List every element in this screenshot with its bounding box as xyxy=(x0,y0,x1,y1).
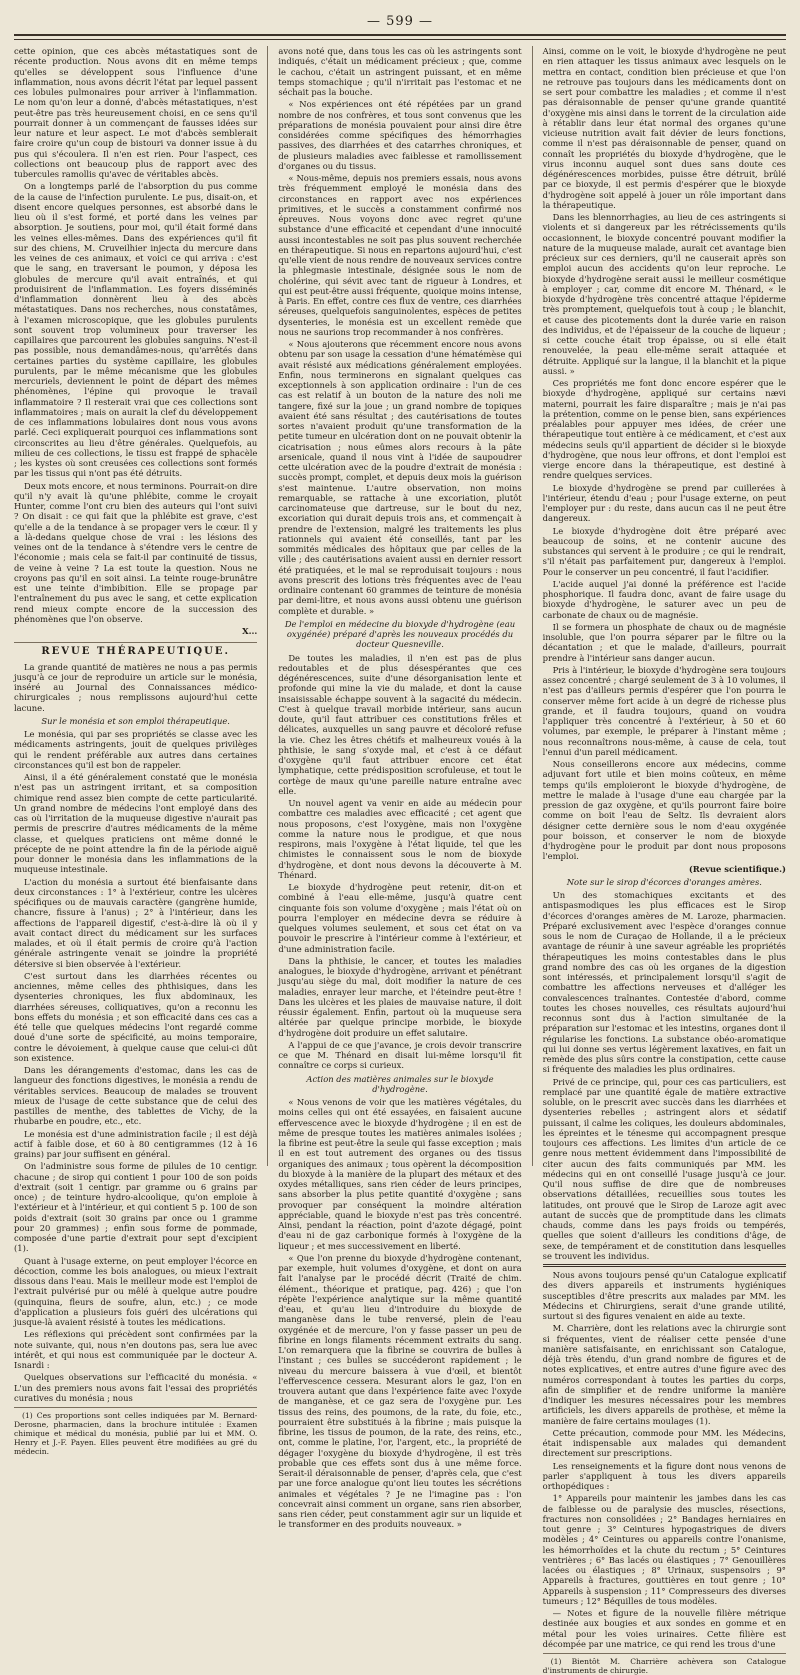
article-subtitle: Note sur le sirop d'écorces d'oranges amères. xyxy=(566,876,762,887)
paragraph: Il se formera un phosphate de chaux ou de magnésie insoluble, que l'on pourra séparer par le filtre ou la décantation ; et que le malade, d'ailleurs, pourrait prendre à l'intérieur sans danger aucun. xyxy=(542,621,786,663)
paragraph: Le monésia, qui par ses propriétés se classe avec les médicaments astringents, jouit de quelques privilèges qui le rendent préférable aux autres dans certaines circonstances qu'il est bon de rappeler. xyxy=(14,729,258,770)
footnote-block xyxy=(14,1407,257,1456)
paragraph: Ainsi, il a été généralement constaté que le monésia n'est pas un astringent irritant, et sa composition chimique rend assez bien compte de cette particularité. Un grand nombre de médecins l'ont employé dans des cas où l'irritation de la muqueuse digestive n'aurait pas permis de prescrire d'autres médicaments de la même classe, et quelques praticiens ont même donné le précepte de ne point attendre la fin de la période aiguë pour donner le monésia dans les inflammations de la muqueuse intestinale. xyxy=(14,772,258,875)
paragraph: L'action du monésia a surtout été bienfaisante dans deux circonstances : 1° à l'extérieur, contre les ulcères spécifiques ou de mauvais caractère (gangrène humide, chancre, fissure à l'anus) ; 2° à l'intérieur, dans les affections de l'appareil digestif, c'est-à-dire là où il y avait contact direct du médicament sur les surfaces malades, et où il était permis de croire qu'à l'action générale astringente venait se joindre la propriété détersive si bien observée à l'extérieur. xyxy=(14,876,258,969)
paragraph: A l'appui de ce que j'avance, je crois devoir transcrire ce que M. Thénard en disait lui-même lorsqu'il fit connaître ce corps si curieux. xyxy=(278,1039,522,1071)
article-subtitle: Sur le monésia et son emploi thérapeutique. xyxy=(41,715,230,726)
header-rule xyxy=(14,34,786,40)
intro-paragraph: La grande quantité de matières ne nous a pas permis jusqu'à ce jour de reproduire un article sur le monésia, inséré au Journal des Connaissances médico-chirurgicales ; nous remplissons aujourd'hui cette lacune. xyxy=(14,661,258,713)
paragraph: Le bioxyde d'hydrogène peut retenir, dit-on et combiné à l'eau elle-même, jusqu'à quatre cent cinquante fois son volume d'oxygène ; mais l'état où on pourra l'employer en médecine devra se réduire à quelques volumes seulement, et sous cet état on va pouvoir le prescrire à l'intérieur comme à l'extérieur, et d'une administration facile. xyxy=(278,882,522,954)
article-subtitle: Action des matières animales sur le bioxyde d'hydrogène. xyxy=(306,1073,494,1094)
paragraph: Les réflexions qui précèdent sont confirmées par la note suivante, qui, nous n'en doutons pas, sera lue avec intérêt, et qui nous est communiquée par le docteur A. Isnardi : xyxy=(14,1329,258,1370)
paragraph: De toutes les maladies, il n'en est pas de plus redoutables et de plus désespérantes que ces dégénérescences, suite d'une désorganisation lente et profonde qui mine la vie du malade, et dont la cause insaisissable échappe souvent à la sagacité du médecin. C'est à quelque travail morbide intérieur, sans aucun doute, qu'il faut attribuer ces constitutions frêles et délicates, auxquelles un sang pauvre et décoloré refuse la vie. Chez les êtres chétifs et malheureux voués à la phthisie, le sang s'oxyde mal, et c'est à ce défaut d'oxygène qu'il faut attribuer encore cet état lymphatique, cette prédisposition scrofuleuse, et tout le cortège de maux qu'une pareille nature entraîne avec elle. xyxy=(278,652,522,796)
column-1-body xyxy=(14,46,257,636)
paragraph: Un nouvel agent va venir en aide au médecin pour combattre ces maladies avec efficacité ; cet agent que nous proposons, c'est l'oxygène, mais non l'oxygène comme la nature nous le prodigue, et que nous respirons, mais l'oxygène à l'état liquide, tel que les chimistes le connaissent sous le nom de bioxyde d'hydrogène, et dont nous devons la découverte à M. Thénard. xyxy=(278,798,522,880)
columns xyxy=(14,46,786,1675)
paragraph: Dans la phthisie, le cancer, et toutes les maladies analogues, le bioxyde d'hydrogène, arrivant et pénétrant jusqu'au siège du mal, doit modifier la nature de ces maladies, enrayer leur marche, et l'éteindre peut-être ! Dans les ulcères et les plaies de mauvaise nature, il doit réussir également. Enfin, partout où la muqueuse sera altérée par quelque principe morbide, le bioxyde d'hydrogène doit produire un effet salutaire. xyxy=(278,955,522,1038)
paragraph: Dans les blennorrhagies, au lieu de ces astringents si violents et si dangereux par les rétrécissements qu'ils occasionnent, le bioxyde concentré pouvant modifier la nature de la muqueuse malade, aurait cet avantage bien précieux sur ces derniers, qu'il ne causerait après son emploi aucun des accidents qu'on leur reproche. Le bioxyde d'hydrogène serait aussi le meilleur cosmétique à employer ; car, comme dit encore M. Thénard, « le bioxyde d'hydrogène très concentré attaque l'épiderme très promptement, quelquefois tout à coup ; le blanchit, et cause des picotements dont la durée varie en raison des individus, et de l'épaisseur de la couche de liqueur ; si cette couche était trop épaisse, ou si elle était renouvelée, la peau elle-même serait attaquée et détruite. Appliqué sur la langue, il la blanchit et la pique aussi. » xyxy=(542,212,786,376)
paragraph: « Nous ajouterons que récemment encore nous avons obtenu par son usage la cessation d'une hématémèse qui avait résisté aux médications généralement employées. Enfin, nous terminerons en signalant quelques cas exceptionnels à son application ordinaire : l'un de ces cas est relatif à un bouton de la nature des noli me tangere, fixé sur la joue ; un grand nombre de topiques avaient été sans résultat ; des cautérisations de toutes sortes n'avaient produit qu'une transformation de la petite tumeur en ulcération dont on ne pouvait obtenir la cicatrisation ; nous eûmes alors recours à la pâte arsenicale, quand il nous vint à l'idée de saupoudrer cette ulcération avec de la poudre d'extrait de monésia : succès prompt, complet, et depuis deux mois la guérison s'est maintenue. L'autre observation, non moins remarquable, se rattache à une excoriation, plutôt carcinomateuse que dartreuse, sur le bout du nez, excoriation qui durait depuis trois ans, et commençait à prendre de l'extension, malgré les traitements les plus rationnels qui avaient été conseillés, tant par les sommités médicales des hôpitaux que par celles de la ville ; des cautérisations avaient aussi en dernier ressort été pratiquées, et le mal se reproduisait toujours : nous avons prescrit des lotions très fréquentes avec de l'eau ordinaire contenant 60 grammes de teinture de monésia par demi-litre, et nous avons aussi obtenu une guérison complète et durable. » xyxy=(278,339,522,616)
paragraph: Privé de ce principe, qui, pour ces cas particuliers, est remplacé par une quantité égale de matière extractive soluble, on le prescrit avec succès dans les diarrhées et dysenteries rebelles ; astringent alors et sédatif puissant, il calme les coliques, les douleurs abdominales, les épreintes et le ténesme qui accompagnent presque toujours ces affections. Les limites d'un article de ce genre nous mettent évidemment dans l'impossibilité de citer aucun des faits communiqués par MM. les médecins qui en ont conseillé l'usage jusqu'à ce jour. Qu'il nous suffise de dire que de nombreuses observations détaillées, recueillies sous toutes les latitudes, ont prouvé que le Sirop de Laroze agit avec autant de succès que de promptitude dans les climats chauds, comme dans les pays froids ou tempérés, quelles que soient d'ailleurs les conditions d'âge, de sexe, de tempérament et de constitution dans lesquelles se trouvent les individus. xyxy=(542,1076,786,1261)
column-1 xyxy=(14,46,258,1456)
article-subtitle: De l'emploi en médecine du bioxyde d'hydrogène (eau oxygénée) préparé d'après les nouveaux procédés du docteur Quesneville. xyxy=(284,618,516,650)
paragraph: Un des stomachiques excitants et des antispasmodiques les plus efficaces est le Sirop d'écorces d'oranges amères de M. Laroze, pharmacien. Préparé exclusivement avec l'espèce d'oranges connue sous le nom de Curaçao de Hollande, il a le précieux avantage de réunir à une saveur agréable les propriétés thérapeutiques les moins contestables dans le plus grand nombre des cas où les organes de la digestion sont intéressés, et principalement lorsqu'il s'agit de combattre les affections nerveuses et d'alléger les convalescences traînantes. Contestée d'abord, comme toutes les choses nouvelles, ces résultats aujourd'hui reconnus sont dus à l'action simultanée de la préparation sur l'estomac et les intestins, organes dont il régularise les fonctions. La substance obéo-aromatique qui lui donne ses vertus légèrement laxatives, en fait un remède des plus sûrs contre la constipation, cette cause si fréquente des maladies les plus ordinaires. xyxy=(542,890,786,1075)
paragraph: Pris à l'intérieur, le bioxyde d'hydrogène sera toujours assez concentré ; chargé seulement de 3 à 10 volumes, il n'est pas d'ailleurs permis d'espérer que l'on pourra le conserver même fort acide à un degré de richesse plus grande, et il faudra toujours, quand on voudra l'appliquer très concentré à l'extérieur, à 50 et 60 volumes, par exemple, le préparer à l'instant même ; nous reconnaîtrons nous-même, à cause de cela, tout l'ennui d'un pareil médicament. xyxy=(542,664,786,757)
column-divider xyxy=(267,46,268,1166)
paragraph: L'acide auquel j'ai donné la préférence est l'acide phosphorique. Il faudra donc, avant de faire usage du bioxyde d'hydrogène, le saturer avec un peu de carbonate de chaux ou de magnésie. xyxy=(542,578,786,620)
footnote: (1) Bientôt M. Charrière achèvera son Catalogue d'instruments de chirurgie. xyxy=(542,1657,786,1675)
paragraph: avons noté que, dans tous les cas où les astringents sont indiqués, c'était un médicament précieux ; que, comme le cachou, c'était un astringent puissant, et en même temps stomachique ; qu'il n'irritait pas l'estomac et ne séchait pas la bouche. xyxy=(278,46,522,97)
section-heading-revue: REVUE THÉRAPEUTIQUE. xyxy=(14,642,257,657)
paragraph: C'est surtout dans les diarrhées récentes ou anciennes, même celles des phthisiques, dans les dysenteries chroniques, les flux abdominaux, les diarrhées séreuses, colliquatives, qu'on a reconnu les bons effets du monésia ; et son efficacité dans ces cas a été telle que quelques médecins l'ont regardé comme doué d'une sorte de spécificité, au moins temporaire, contre le dévoiement, à quelque cause que celui-ci dût son existence. xyxy=(14,970,258,1063)
paragraph: Les renseignements et la figure dont nous venons de parler s'appliquent à tous les divers appareils orthopédiques : xyxy=(542,1460,786,1491)
paragraph: Le bioxyde d'hydrogène doit être préparé avec beaucoup de soins, et ne contenir aucune des substances qui servent à le produire ; ce qui le rendrait, s'il n'était pas parfaitement pur, dangereux à l'emploi. Pour le conserver un peu concentré, il faut l'acidifier. xyxy=(542,525,786,577)
footnote-block xyxy=(543,1653,786,1675)
paragraph: Deux mots encore, et nous terminons. Pourrait-on dire qu'il n'y avait là qu'une phlébite, comme le croyait Hunter, comme l'ont cru bien des auteurs qui l'ont suivi ? On disait : ce qui fait que la phlébite est grave, c'est qu'elle a de la tendance à se propager vers le cœur. Il y a là-dedans quelque chose de vrai : les lésions des veines ont de la tendance à s'étendre vers le centre de l'économie ; mais cela se fait-il par continuité de tissus, de veine à veine ? La est toute la question. Nous ne croyons pas qu'il en soit ainsi. La teinte rouge-brunâtre est une teinte d'imbibition. Elle se propage par l'entraînement du pus avec le sang, et cette explication rend mieux compte encore de la succession des phénomènes que l'on observe. xyxy=(14,480,258,624)
paragraph: « Nous venons de voir que les matières végétales, du moins celles qui ont été essayées, en faisaient aucune effervescence avec le bioxyde d'hydrogène ; il en est de même de presque toutes les matières animales isolées ; la fibrine est peut-être la seule qui fasse exception ; mais il en est tout autrement des organes ou des tissus organiques des animaux ; tous opèrent la décomposition du bioxyde à la manière de la plupart des métaux et des oxydes métalliques, sans rien céder de leurs principes, sans absorber la plus petite quantité d'oxygène ; sans provoquer par conséquent la moindre altération appréciable, quand le bioxyde n'est pas très concentré. Ainsi, pendant la réaction, point d'azote dégagé, point d'eau ni de gaz carbonique formés à l'oxygène de la liqueur ; et mes successivement en liberté. xyxy=(278,1097,522,1251)
paragraph: Dans les dérangements d'estomac, dans les cas de langueur des fonctions digestives, le monésia a rendu de véritables services. Beaucoup de malades se trouvent mieux de l'usage de cette substance que de celui des pastilles de menthe, des tablettes de Vichy, de la rhubarbe en poudre, etc., etc. xyxy=(14,1065,258,1127)
section-rule xyxy=(543,1264,786,1267)
paragraph: On l'administre sous forme de pilules de 10 centigr. chacune ; de sirop qui contient 1 pour 100 de son poids d'extrait (soit 1 centigr. par gramme ou 6 grains par once) ; de teinture hydro-alcoolique, qu'on emploie à l'extérieur et à l'intérieur, et qui contient 5 p. 100 de son poids d'extrait (soit 30 grains par once ou 1 gramme pour 20 grammes) ; enfin sous forme de pommade, composée d'une partie d'extrait pour sept d'excipient (1). xyxy=(14,1161,258,1254)
paragraph: 1° Appareils pour maintenir les jambes dans les cas de faiblesse ou de paralysie des muscles, résections, fractures non consolidées ; 2° Bandages herniaires en tout genre ; 3° Ceintures hypogastriques de divers modèles ; 4° Ceintures ou appareils contre l'onanisme, les hémorrhoïdes et la chute du rectum ; 5° Ceintures ventrières ; 6° Bas lacés ou élastiques ; 7° Genouillères lacées ou élastiques ; 8° Urinaux, suspensoirs ; 9° Appareils à fractures, gouttières en tout genre ; 10° Appareils à suspension ; 11° Compresseurs des diverses tumeurs ; 12° Béquilles de tous modèles. xyxy=(542,1493,786,1606)
column-2 xyxy=(278,46,522,1530)
paragraph: « Que l'on prenne du bioxyde d'hydrogène contenant, par exemple, huit volumes d'oxygène, et dont on aura fait l'analyse par le procédé décrit (Traité de chim. élément., théorique et pratique, pag. 426) ; que l'on répète l'expérience analytique sur la même quantité d'eau, et qu'au lieu d'introduire du bioxyde de manganèse dans le tube renversé, plein de l'eau oxygénée et de mercure, l'on y fasse passer un peu de fibrine en longs filaments récemment extraits du sang. L'on remarquera que la fibrine se couvrira de bulles à l'instant ; ces bulles se succéderont rapidement ; le niveau du mercure baissera à vue d'œil, et bientôt l'effervescence cessera. Mesurant alors le gaz, l'on en trouvera autant que dans l'expérience faite avec l'oxyde de manganèse, et ce gaz sera de l'oxygène pur. Les tissus des reins, des poumons, de la rate, du foie, etc., pourraient être substitués à la fibrine ; mais puisque la fibrine, les tissus de poumon, de la rate, des reins, etc., ont, comme le platine, l'or, l'argent, etc., la propriété de dégager l'oxygène du bioxyde d'hydrogène, il est très probable que ces effets sont dus à une même force. Serait-il déraisonnable de penser, d'après cela, que c'est par une force analogue qu'ont lieu toutes les sécrétions animales et végétales ? Je ne l'imagine pas : l'on concevrait ainsi comment un organe, sans rien absorber, sans rien céder, peut constamment agir sur un liquide et le transformer en des produits nouveaux. » xyxy=(278,1252,522,1530)
footnote: (1) Ces proportions sont celles indiquées par M. Bernard-Derosne, pharmacien, dans la brochure intitulée : Examen chimique et médical du monésia, publié par lui et MM. O. Henry et J.-F. Payen. Elles peuvent être modifiées au gré du médecin. xyxy=(14,1411,258,1456)
paragraph: Quant à l'usage externe, on peut employer l'écorce en décoction, comme les bois analogues, ou mieux l'extrait dissous dans l'eau. Mais le meilleur mode est l'emploi de l'extrait pulvérisé pur ou mêlé à quelque autre poudre (quinquina, fleurs de soufre, alun, etc.) ; ce mode d'application a plusieurs fois guéri des ulcérations qui jusque-là avaient résisté à toutes les médications. xyxy=(14,1255,258,1327)
paragraph: « Nos expériences ont été répétées par un grand nombre de nos confrères, et tous sont convenus que les préparations de monésia pouvaient pour ainsi dire être considérées comme spécifiques des hémorrhagies passives, des diarrhées et des catarrhes chroniques, et de plusieurs maladies avec faiblesse et ramollissement d'organes ou du tissus. xyxy=(278,99,522,171)
paragraph: Cette précaution, commode pour MM. les Médecins, était indispensable aux malades qui demandent directement sur prescriptions. xyxy=(542,1427,786,1459)
paragraph: Le bioxyde d'hydrogène se prend par cuillerées à l'intérieur, étendu d'eau ; pour l'usage externe, on peut l'employer pur : du reste, dans aucun cas il ne peut être dangereux. xyxy=(542,482,786,524)
paragraph: Ainsi, comme on le voit, le bioxyde d'hydrogène ne peut en rien attaquer les tissus animaux avec lesquels on le mettra en contact, condition bien précieuse et que l'on ne retrouve pas toujours dans les médicaments dont on se sert pour combattre les maladies ; et comme il n'est pas déraisonnable de penser qu'une grande quantité d'oxygène mis ainsi dans le torrent de la circulation aide à rétablir dans leur état normal des organes qu'une vicieuse nutrition avait fait dévier de leurs fonctions, comme il n'est pas déraisonnable de penser, quand on connaît les propriétés du bioxyde d'hydrogène, que le virus inconnu auquel sont dues sans doute ces dégénérescences morbides, puisse être détruit, brûlé par ce bioxyde, il est permis d'espérer que le bioxyde d'hydrogène soit appelé à jouer un rôle important dans la thérapeutique. xyxy=(542,46,786,210)
paragraph: Nous avons toujours pensé qu'un Catalogue explicatif des divers appareils et instruments hygiéniques susceptibles d'être prescrits aux malades par MM. les Médecins et Chirurgiens, serait d'une grande utilité, surtout si des figures venaient en aide au texte. xyxy=(542,1270,786,1321)
paragraph: M. Charrière, dont les relations avec la chirurgie sont si fréquentes, vient de réaliser cette pensée d'une manière satisfaisante, en enrichissant son Catalogue, déjà très étendu, d'un grand nombre de figures et de notes explicatives, et entre autres d'une figure avec des numéros correspondant à toutes les parties du corps, afin de simplifier et de rendre uniforme la manière d'indiquer les mesures nécessaires pour les membres artificiels, les divers appareils de prothèse, et même la manière de faire certains moulages (1). xyxy=(542,1323,786,1426)
paragraph: Nous conseillerons encore aux médecins, comme adjuvant fort utile et bien moins coûteux, en même temps qu'ils emploieront le bioxyde d'hydrogène, de mettre le malade à l'usage d'une eau chargée par la pression de gaz oxygène, et qu'ils pourront faire boire comme on boit l'eau de Seltz. Ils devraient alors désigner cette dernière sous le nom d'eau oxygénée pour boisson, et conserver le nom de bioxyde d'hydrogène pour le produit par dont nous proposons l'emploi. xyxy=(542,759,786,862)
article-signature: X... xyxy=(242,626,258,636)
column-3 xyxy=(542,46,786,1675)
page-number: — 599 — xyxy=(366,14,434,29)
paragraph: cette opinion, que ces abcès métastatiques sont de récente production. Nous avons dit en même temps qu'elles se développent sous l'influence d'une inflammation, nous avons décrit l'état par lequel passent ces lobules pulmonaires pour arriver à l'inflammation. Le nom qu'on leur a donné, d'abcès métastatiques, n'est peut-être pas très heureusement choisi, en ce sens qu'il pourrait donner à un commençant de fausses idées sur leur nature et leur aspect. Le mot d'abcès semblerait faire croire qu'un coup de bistouri va donner issue à du pus qui s'écoulera. Il n'en est rien. Pour l'aspect, ces collections ont beaucoup plus de rapport avec des tubercules ramollis qu'avec de véritables abcès. xyxy=(14,46,258,179)
paragraph: Le monésia est d'une administration facile ; il est déjà actif à faible dose, et 60 à 80 centigrammes (12 à 16 grains) par jour suffisent en général. xyxy=(14,1128,258,1159)
paragraph: On a longtemps parlé de l'absorption du pus comme de la cause de l'infection purulente. Le pus, disait-on, et disent encore quelques personnes, est absorbé dans le lieu où il s'est formé, et porté dans les veines par absorption. Je soutiens, pour moi, qu'il était formé dans les veines elles-mêmes. Dans des expériences qu'il fit sur des chiens, M. Cruveilhier injecta du mercure dans les veines de ces animaux, et voici ce qui arriva : c'est que le sang, en traversant le poumon, y déposa les globules de mercure qu'il avait entraînés, et qui produisirent de l'inflammation. Les foyers disséminés d'inflammation donnèrent lieu à des abcès métastatiques. Dans nos recherches, nous constatâmes, à l'examen microscopique, que les globules purulents sont souvent trop volumineux pour traverser les capillaires que parcourent les globules sanguins. N'est-il pas possible, nous demandâmes-nous, qu'arrêtés dans certaines parties du système capillaire, les globules purulents, par le même mécanisme que les globules mercuriels, deviennent le point de départ des mêmes phénomènes, l'épine qui provoque le travail inflammatoire ? Il resterait vrai que ces collections sont inflammatoires ; mais on aurait la clef du développement de ces inflammations lobulaires dont nous vous avons parlé. Ceci expliquerait pourquoi ces inflammations sont circonscrites au lieu d'être générales. Quelquefois, au milieu de ces collections, le tissu est frappé de sphacèle ; les kystes où sont creusées ces collections sont formés par les tissus qui n'ont pas été détruits. xyxy=(14,181,258,479)
paragraph: Ces propriétés me font donc encore espérer que le bioxyde d'hydrogène, appliqué sur certains nævi materni, pourrait les faire disparaître ; mais je n'ai pas la prétention, comme on le pense bien, sans expériences préalables pour appuyer mes idées, de créer une thérapeutique tout entière à ce médicament, et c'est aux médecins seuls qu'il appartient de décider si le bioxyde d'hydrogène, que nous leur offrons, et dont l'emploi est vierge encore dans la thérapeutique, est destiné à rendre quelques services. xyxy=(542,378,786,481)
paragraph: — Notes et figure de la nouvelle filière métrique destinée aux bougies et aux sondes en gomme et en métal pour les voies urinaires. Cette filière est décompée par une matrice, ce qui rend les trous d'une xyxy=(542,1608,786,1649)
column-divider xyxy=(532,46,533,1166)
paragraph: Quelques observations sur l'efficacité du monésia. « L'un des premiers nous avons fait l'essai des propriétés curatives du monésia ; nous xyxy=(14,1372,258,1403)
paragraph: « Nous-même, depuis nos premiers essais, nous avons très fréquemment employé le monésia dans des circonstances en rapport avec nos expériences primitives, et le succès a constamment confirmé nos épreuves. Nous voyons donc avec regret qu'une substance d'une efficacité et cependant d'une innocuité aussi incontestables ne soit pas plus souvent recherchée en thérapeutique. Si nous en repartons aujourd'hui, c'est qu'elle vient de nous rendre de nouveaux services contre la phlegmasie intestinale, désignée sous le nom de cholérine, qui sévit avec tant de rigueur à Londres, et qui est peut-être aussi fréquente, quoique moins intense, à Paris. En effet, contre ces flux de ventre, ces diarrhées séreuses, quelquefois sanguinolentes, espèces de petites dysenteries, le monésia est un excellent remède que nous ne saurions trop recommander à nos confrères. xyxy=(278,173,522,337)
source-citation: (Revue scientifique.) xyxy=(688,863,786,874)
